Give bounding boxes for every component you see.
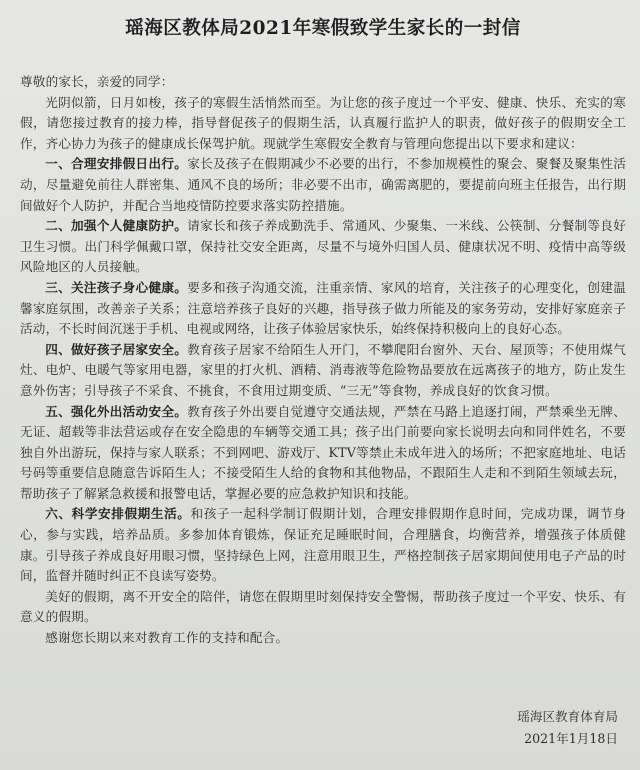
letter-title: 瑶海区教体局2021年寒假致学生家长的一封信 — [125, 18, 521, 39]
section-1-body: 家长及孩子在假期减少不必要的出行，不参加规模性的聚会、聚餐及聚集性活动，尽量避免前往人群密集、通风不良的场所；非必要不出市，确需离肥的，要提前向班主任报告，出行期间做好个人防护，并配合当地疫情防控要求落实防控措施。 — [20, 156, 626, 213]
section-2 — [20, 216, 626, 278]
signature-date: 2021年1月18日 — [524, 731, 618, 746]
section-2-heading: 二、加强个人健康防护。 — [45, 218, 188, 234]
section-4-heading: 四、做好孩子居家安全。 — [45, 341, 188, 357]
intro-paragraph: 光阴似箭，日月如梭，孩子的寒假生活悄然而至。为让您的孩子度过一个平安、健康、快乐、充实的寒假，请您接过教育的接力棒，指导督促孩子的假期生活，认真履行监护人的职责，做好孩子的假期安全工作，齐心协力为孩子的健康成长保驾护航。现就学生寒假安全教育与管理向您提出以下要求和建议： — [20, 94, 626, 151]
closing-paragraph-1: 美好的假期，离不开安全的陪伴，请您在假期里时刻保持安全警惕，帮助孩子度过一个平安、快乐、有意义的假期。 — [20, 588, 626, 625]
section-1-heading: 一、合理安排假日出行。 — [45, 156, 188, 172]
section-6-heading: 六、科学安排假期生活。 — [45, 506, 191, 522]
section-3-heading: 三、关注孩子身心健康。 — [45, 279, 188, 295]
salutation: 尊敬的家长，亲爱的同学： — [20, 74, 174, 89]
section-4-body: 教育孩子居家不给陌生人开门，不攀爬阳台窗外、天台、屋顶等；不使用煤气灶、电炉、电暖气等家用电器，家里的打火机、酒精、消毒液等危险物品要放在远离孩子的地方，防止发生意外伤害；引导孩子不采食、不挑食，不食用过期变质、“三无”等食物，养成良好的饮食习惯。 — [20, 341, 626, 398]
section-1 — [20, 154, 626, 216]
section-6-body: 和孩子一起科学制订假期计划，合理安排假期作息时间，完成功课，调节身心，参与实践，培养品质。多参加体育锻炼，保证充足睡眠时间，合理膳食，均衡营养，增强孩子体质健康。引导孩子养成良好用眼习惯，坚持绿色上网，注意用眼卫生，严格控制孩子居家期间使用电子产品的时间，监督并随时纠正不良读写姿势。 — [20, 506, 626, 584]
section-3 — [20, 278, 626, 340]
section-3-body: 要多和孩子沟通交流，注重亲情、家风的培育，关注孩子的心理变化，创建温馨家庭氛围，改善亲子关系；注意培养孩子良好的兴趣，指导孩子做力所能及的家务劳动，安排好家庭亲子活动，不长时间沉迷于手机、电视或网络，让孩子体验居家快乐，始终保持积极向上的良好心态。 — [20, 279, 626, 337]
section-2-body: 请家长和孩子养成勤洗手、常通风、少聚集、一米线、公筷制、分餐制等良好卫生习惯。出门科学佩戴口罩，保持社交安全距离，尽量不与境外归国人员、健康状况不明、疫情中高等级风险地区的人员接触。 — [20, 218, 626, 275]
section-4 — [20, 340, 626, 402]
section-5-body: 教育孩子外出要自觉遵守交通法规，严禁在马路上追逐打闹，严禁乘坐无牌、无证、超载等非法营运或存在安全隐患的车辆等交通工具；孩子出门前要向家长说明去向和同伴姓名，不要独自外出游玩，保持与家人联系；不到网吧、游戏厅、KTV等禁止未成年进入的场所；不把家庭地址、电话号码等重要信息随意告诉陌生人；不接受陌生人给的食物和其他物品，不跟陌生人走和不到陌生领域去玩，帮助孩子了解紧急救援和报警电话，掌握必要的应急救护知识和技能。 — [20, 403, 626, 501]
section-6 — [20, 504, 626, 586]
section-5 — [20, 402, 626, 505]
section-5-heading: 五、强化外出活动安全。 — [45, 403, 188, 419]
closing-paragraph-2: 感谢您长期以来对教育工作的支持和配合。 — [45, 630, 289, 646]
signature-organization: 瑶海区教育体育局 — [517, 709, 618, 724]
